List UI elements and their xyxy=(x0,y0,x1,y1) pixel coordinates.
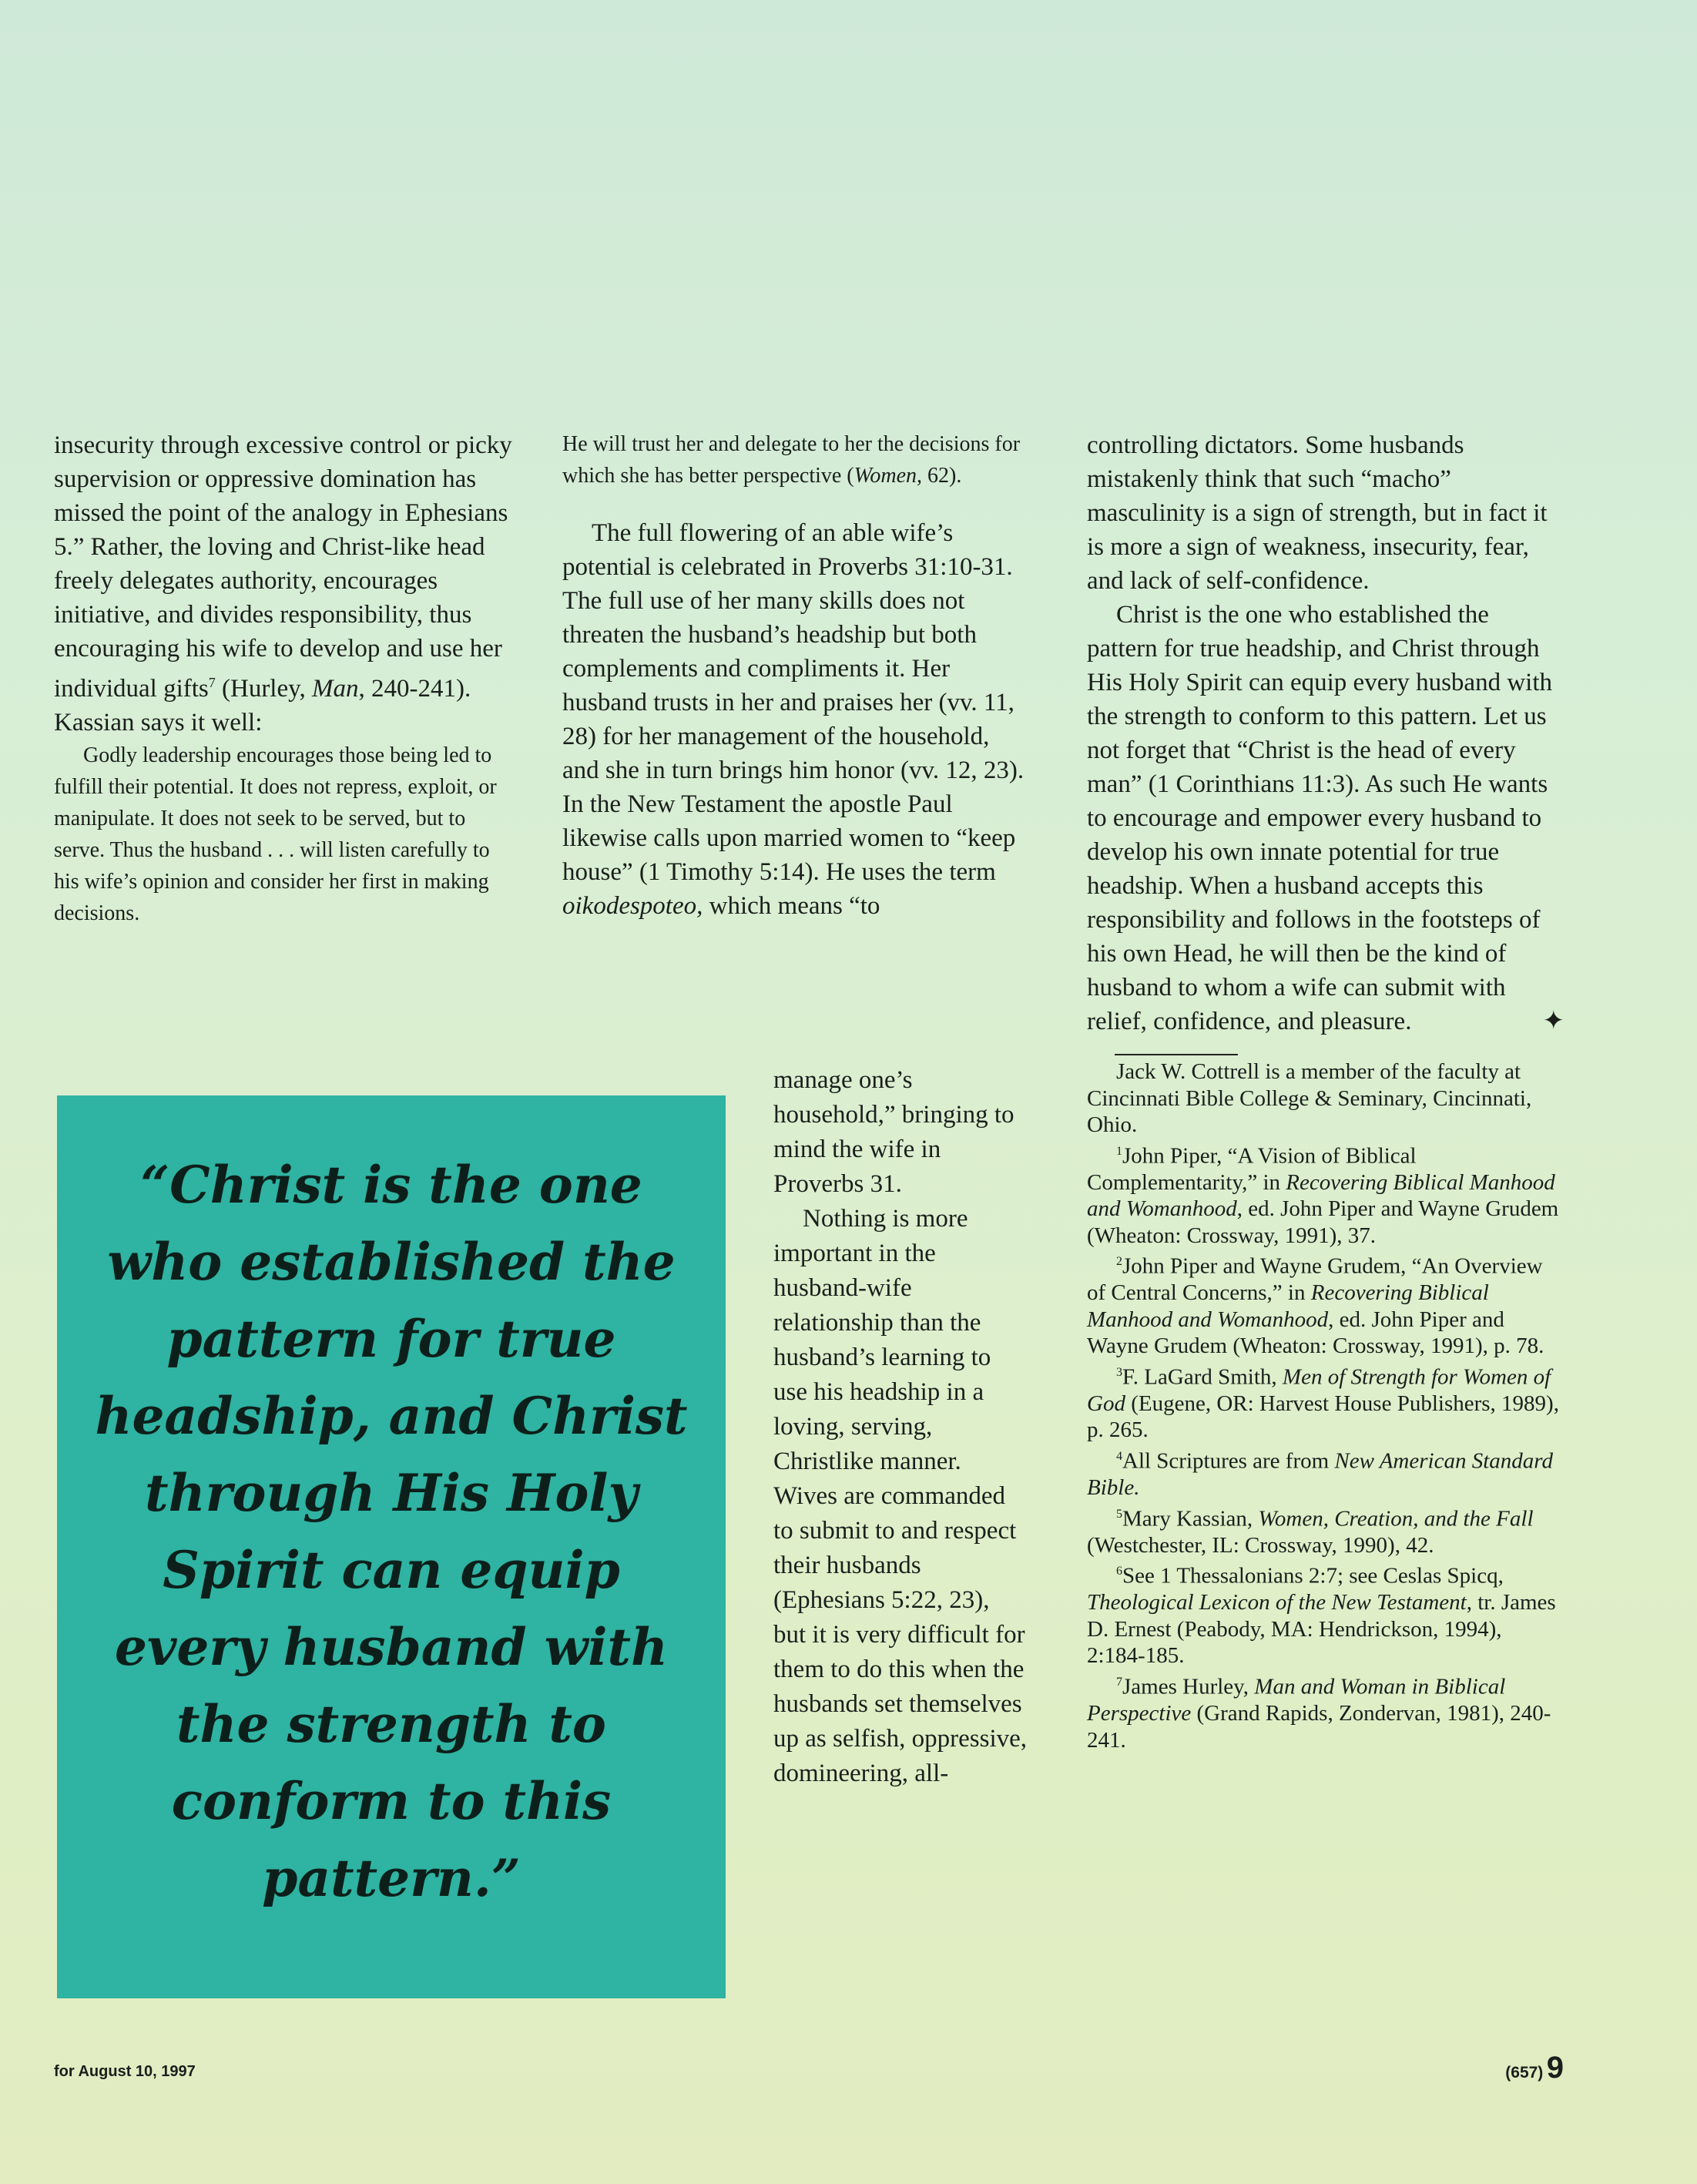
pull-quote: “Christ is the one who established the pattern for true headship, and Christ through His Holy Spirit can equip every husband with the strength to conform to this pattern.” xyxy=(57,1095,726,1998)
paragraph: manage one’s household,” bringing to mind the wife in Proverbs 31. xyxy=(773,1066,1015,1198)
footnote-4: $^4$All Scriptures are from New American Standard Bible. xyxy=(1087,1448,1553,1501)
paragraph: Christ is the one who established the pattern for true headship, and Christ through His Holy Spirit can equip every husband with the strength to conform to this pattern. Let us not forget that “Christ is the head of every man” (1 Corinthians 11:3). As such He wants to encourage and empower every husband to develop his own innate potential for true headship. When a husband accepts this responsibility and follows in the footsteps of his own Head, he will then be the kind of husband to whom a wife can submit with relief, confidence, and pleasure. ✦ xyxy=(1087,598,1565,1038)
divider xyxy=(1115,1054,1238,1055)
author-bio: Jack W. Cottrell is a member of the faculty at Cincinnati Bible College & Seminary, Cincinnati, Ohio. xyxy=(1087,1059,1532,1137)
footnote-7: $^7$James Hurley, Man and Woman in Biblical Perspective (Grand Rapids, Zondervan, 1981), 240-241. xyxy=(1087,1674,1551,1753)
paragraph: Nothing is more important in the husband-wife relationship than the husband’s learning to use his headship in a loving, serving, Christlike manner. Wives are commanded to submit to and respect their husbands (Ephesians 5:22, 23), but it is very difficult for them to do this when the husbands set themselves up as selfish, oppressive, domineering, all- xyxy=(773,1205,1028,1787)
column-2 xyxy=(562,428,1025,923)
footnotes xyxy=(1087,1058,1565,1753)
issue-date: for August 10, 1997 xyxy=(54,2063,196,2080)
paragraph: controlling dictators. Some husbands mistakenly think that such “macho” masculinity is a sign of strength, but in fact it is more a sign of weakness, insecurity, fear, and lack of self-confidence. xyxy=(1087,431,1548,595)
footnote-2: $^2$John Piper and Wayne Grudem, “An Overview of Central Concerns,” in Recovering Biblical Manhood and Womanhood, ed. John Piper and Wayne Grudem (Wheaton: Crossway, 1991), p. 78. xyxy=(1087,1253,1544,1359)
end-mark-icon: ✦ xyxy=(1542,1007,1565,1035)
paragraph: insecurity through excessive control or picky supervision or oppressive domination has missed the point of the analogy in Ephesians 5.” Rather, the loving and Christ-like head freely delegates authority, encourages initiative, and divides responsibility, thus encouraging his wife to develop and use her individual gifts$^7$ (Hurley, Man, 240-241). Kassian says it well: xyxy=(54,431,512,736)
footnote-6: $^6$See 1 Thessalonians 2:7; see Ceslas Spicq, Theological Lexicon of the New Testament, tr. James D. Ernest (Peabody, MA: Hendrickson, 1994), 2:184-185. xyxy=(1087,1563,1556,1669)
column-1 xyxy=(54,428,516,929)
block-quote: Godly leadership encourages those being led to fulfill their potential. It does not repress, exploit, or manipulate. It does not seek to be served, but to serve. Thus the husband . . . will listen carefully to his wife’s opinion and consider her first in making decisions. xyxy=(54,743,497,925)
issue-number: (657) xyxy=(1505,2064,1544,2082)
footnote-3: $^3$F. LaGard Smith, Men of Strength for Women of God (Eugene, OR: Harvest House Publishers, 1989), p. 265. xyxy=(1087,1364,1559,1443)
page-number-block xyxy=(1505,2051,1564,2085)
column-3 xyxy=(1087,428,1565,1753)
block-quote-continued: He will trust her and delegate to her the decisions for which she has better perspective (Women, 62). xyxy=(562,432,1021,488)
column-2-narrow xyxy=(773,1063,1028,1791)
footnote-1: $^1$John Piper, “A Vision of Biblical Complementarity,” in Recovering Biblical Manhood and Womanhood, ed. John Piper and Wayne Grudem (Wheaton: Crossway, 1991), 37. xyxy=(1087,1143,1559,1248)
footnote-5: $^5$Mary Kassian, Women, Creation, and the Fall (Westchester, IL: Crossway, 1990), 42. xyxy=(1087,1506,1534,1558)
page-number: 9 xyxy=(1546,2051,1564,2085)
paragraph: The full flowering of an able wife’s potential is celebrated in Proverbs 31:10-31. The full use of her many skills does not threaten the husband’s headship but both complements and compliments it. Her husband trusts in her and praises her (vv. 11, 28) for her management of the household, and she in turn brings him honor (vv. 12, 23). In the New Testament the apostle Paul likewise calls upon married women to “keep house” (1 Timothy 5:14). He uses the term oikodespoteo, which means “to xyxy=(562,519,1025,920)
footnote-ref: 7 xyxy=(208,675,216,690)
